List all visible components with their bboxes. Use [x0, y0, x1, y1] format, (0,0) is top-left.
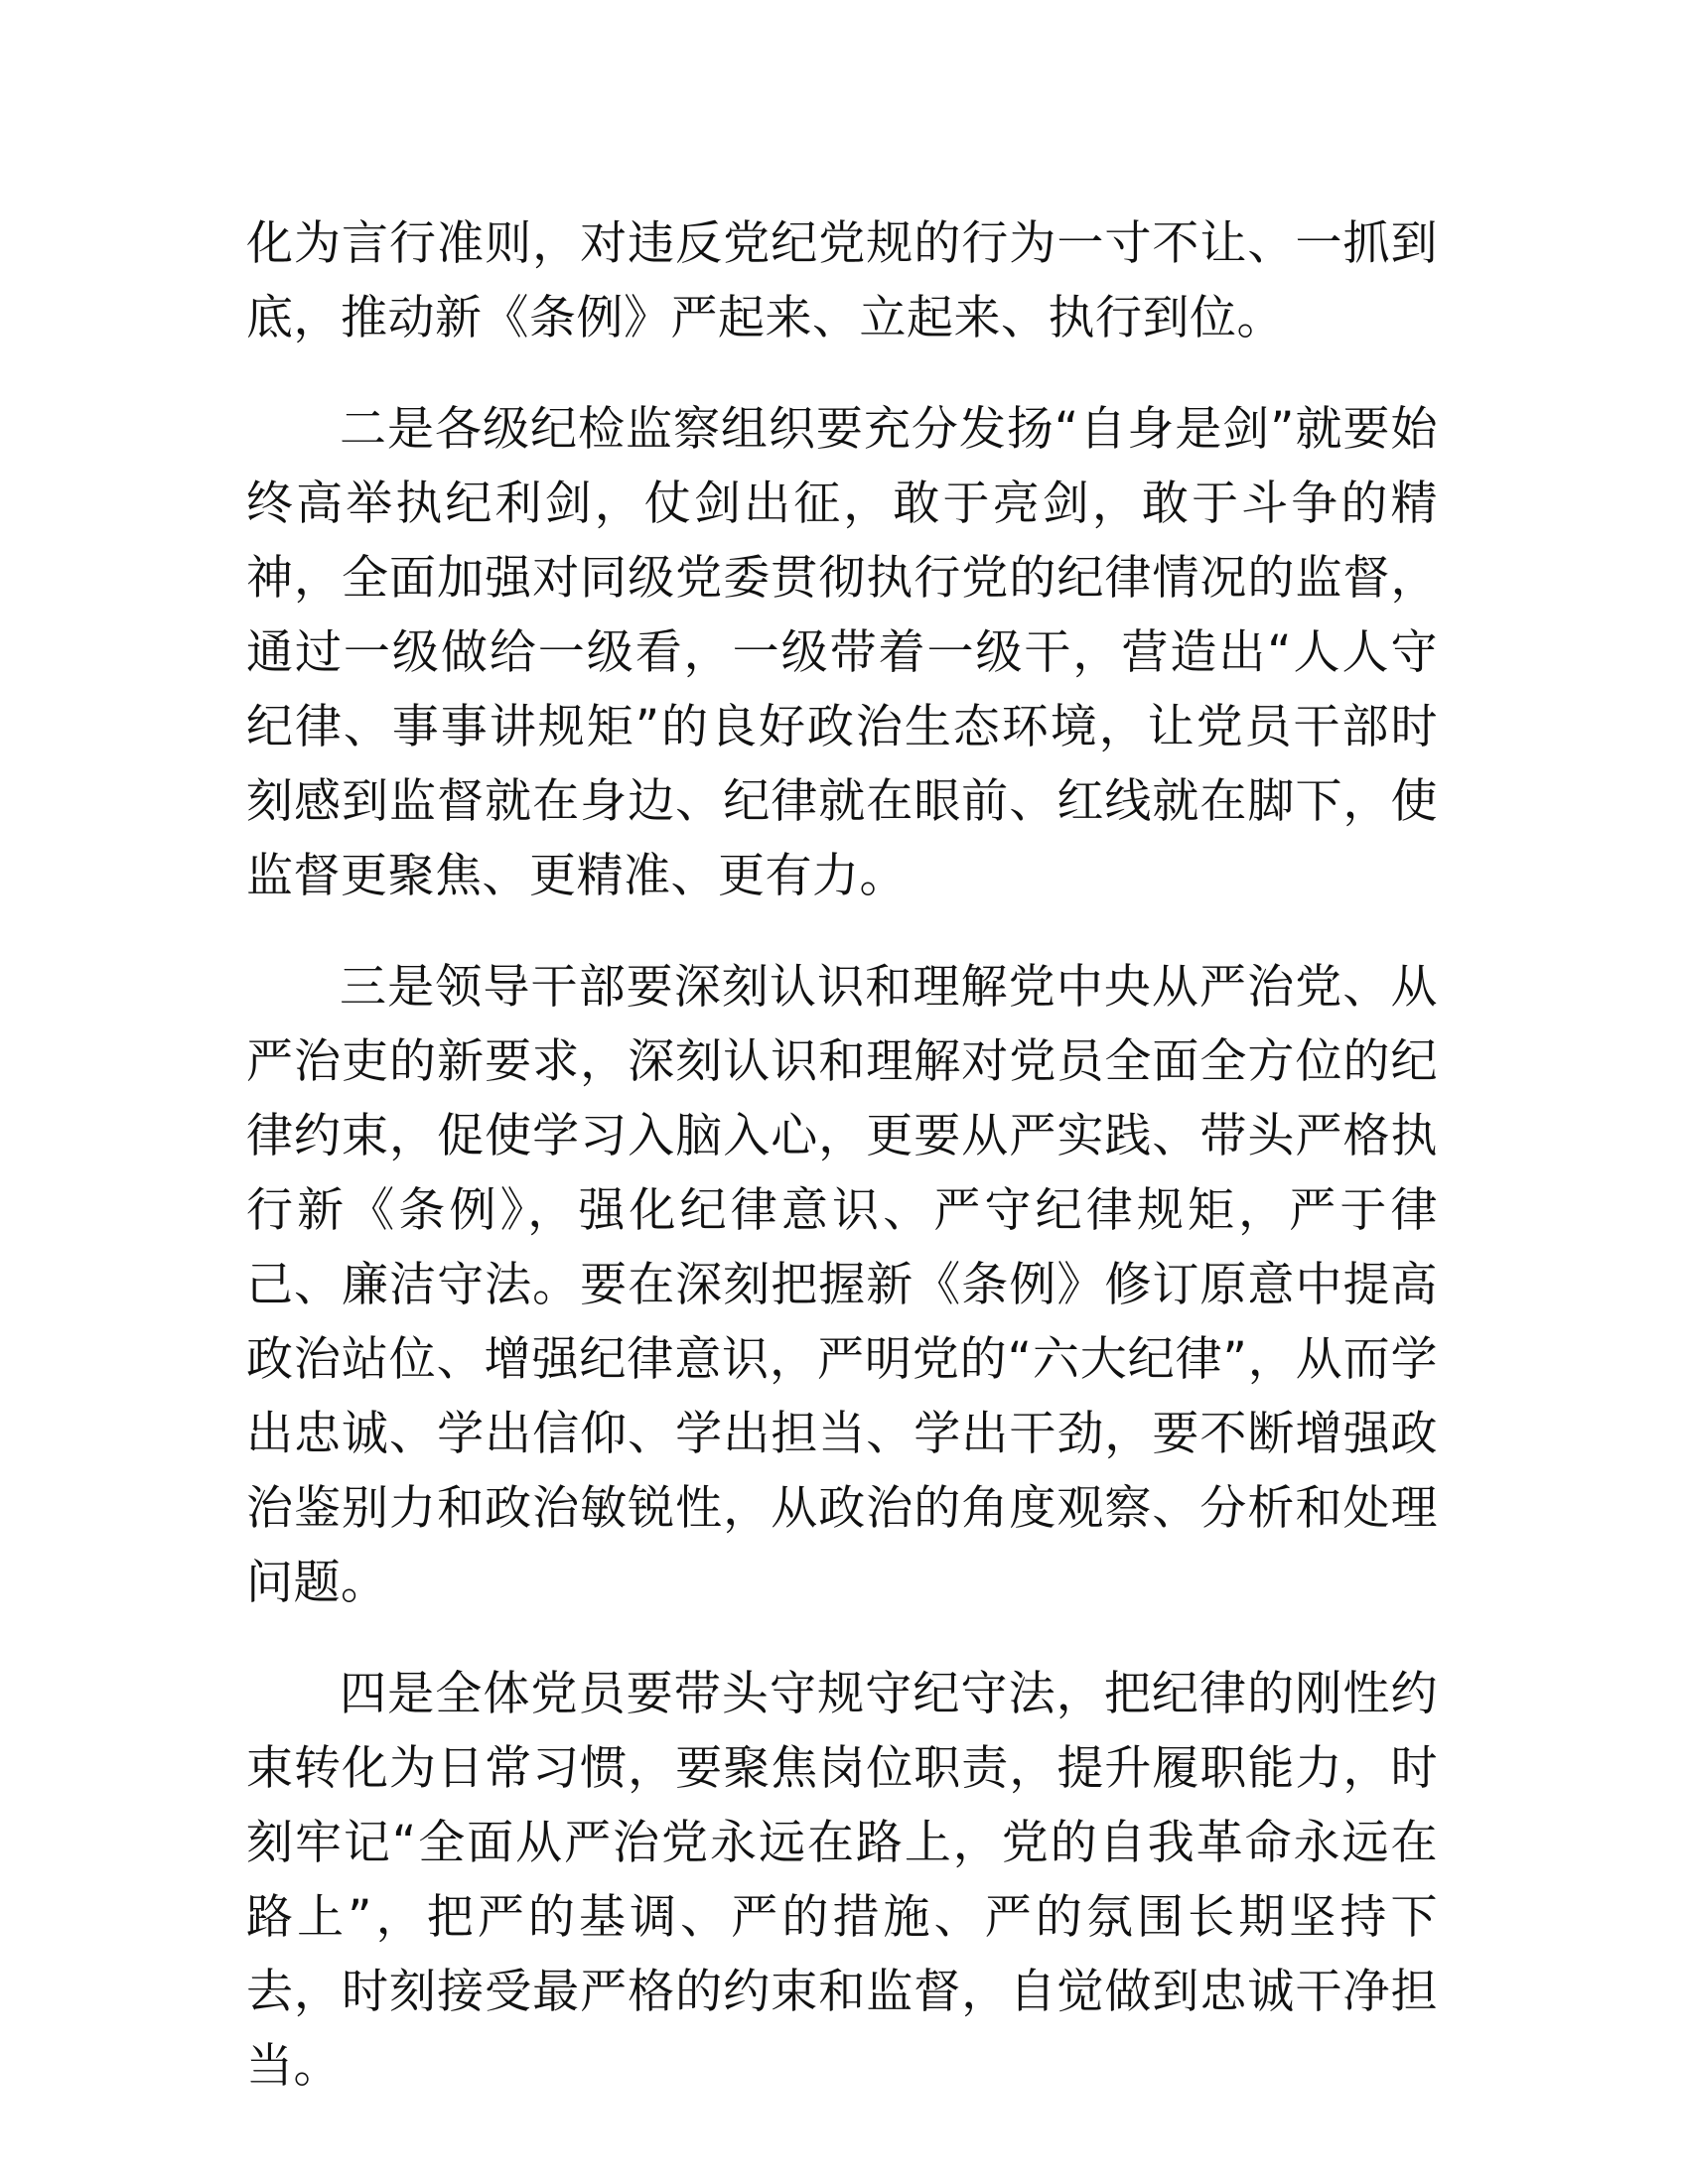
- paragraph-point-four: 四是全体党员要带头守规守纪守法，把纪律的刚性约束转化为日常习惯，要聚焦岗位职责，提升履职能力，时刻牢记“全面从严治党永远在路上，党的自我革命永远在路上”，把严的基调、严的措施、严的氛围长期坚持下去，时刻接受最严格的约束和监督，自觉做到忠诚干净担当。: [246, 1667, 1438, 2094]
- paragraph-point-two: 二是各级纪检监察组织要充分发扬“自身是剑”就要始终高举执纪利剑，仗剑出征，敢于亮剑，敢于斗争的精神，全面加强对同级党委贯彻执行党的纪律情况的监督，通过一级做给一级看，一级带着一级干，营造出“人人守纪律、事事讲规矩”的良好政治生态环境，让党员干部时刻感到监督就在身边、纪律就在眼前、红线就在脚下，使监督更聚焦、更精准、更有力。: [246, 402, 1438, 903]
- paragraph-continuation: 化为言行准则，对违反党纪党规的行为一寸不让、一抓到底，推动新《条例》严起来、立起来、执行到位。: [246, 216, 1438, 345]
- document-body: [246, 206, 1438, 2140]
- paragraph-point-three: 三是领导干部要深刻认识和理解党中央从严治党、从严治吏的新要求，深刻认识和理解对党员全面全方位的纪律约束，促使学习入脑入心，更要从严实践、带头严格执行新《条例》，强化纪律意识、严守纪律规矩，严于律己、廉洁守法。要在深刻把握新《条例》修订原意中提高政治站位、增强纪律意识，严明党的“六大纪律”，从而学出忠诚、学出信仰、学出担当、学出干劲，要不断增强政治鉴别力和政治敏锐性，从政治的角度观察、分析和处理问题。: [246, 960, 1438, 1610]
